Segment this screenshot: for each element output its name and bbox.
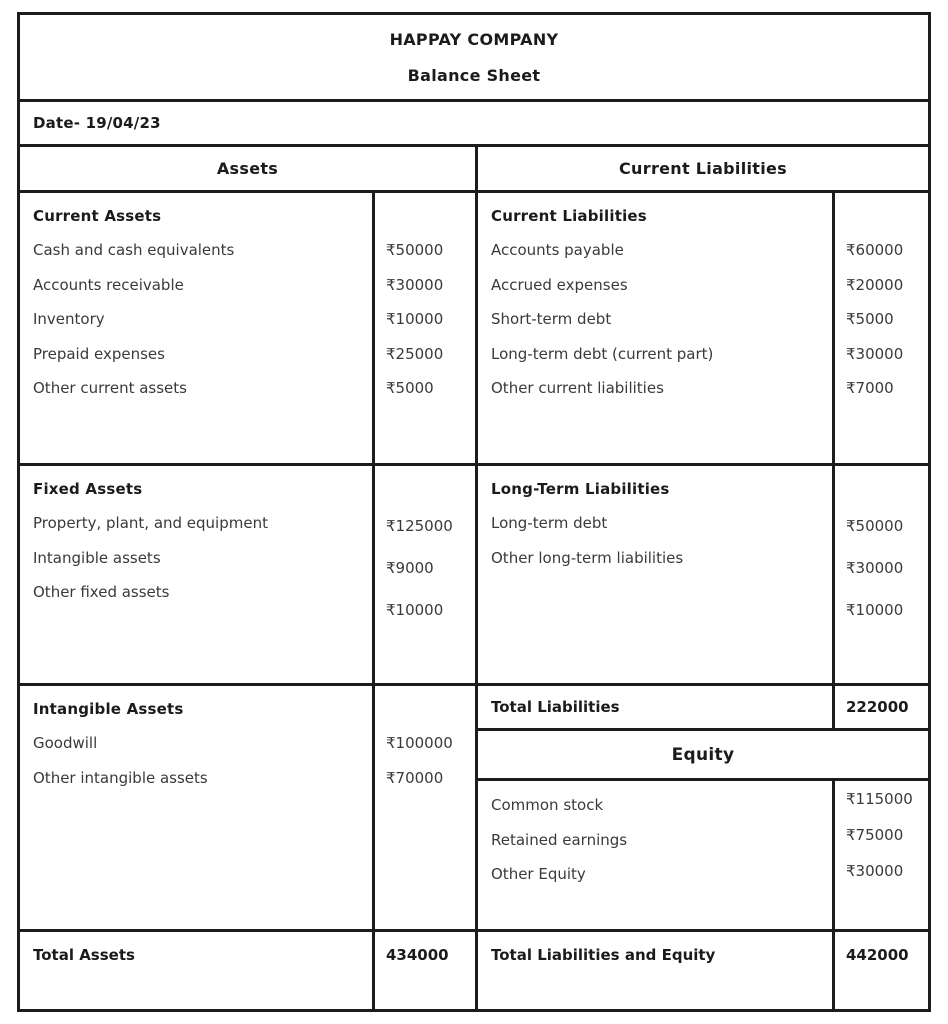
line-item-label: Other Equity bbox=[491, 865, 586, 884]
line-item-value: ₹30000 bbox=[846, 559, 904, 577]
equity-items bbox=[478, 781, 928, 929]
totals-row bbox=[20, 932, 928, 1009]
intangible-assets-heading: Intangible Assets bbox=[33, 700, 184, 718]
line-item-value: ₹30000 bbox=[846, 862, 904, 880]
current-assets-values bbox=[372, 193, 475, 463]
equity-labels bbox=[478, 788, 832, 929]
line-item-value: ₹100000 bbox=[386, 734, 453, 753]
line-item-value: ₹115000 bbox=[846, 790, 913, 808]
document-title: Balance Sheet bbox=[407, 66, 541, 85]
line-item-label: Other current assets bbox=[33, 379, 187, 398]
current-assets-labels bbox=[20, 193, 372, 463]
line-item-label: Long-term debt bbox=[491, 514, 608, 533]
line-item-value: ₹75000 bbox=[846, 826, 904, 844]
line-item-value: ₹70000 bbox=[386, 768, 444, 787]
column-headers-row bbox=[20, 147, 928, 193]
date-row bbox=[20, 102, 928, 147]
line-item-label: Long-term debt (current part) bbox=[491, 344, 714, 363]
line-item-label: Retained earnings bbox=[491, 830, 628, 849]
equity-values bbox=[832, 781, 928, 929]
line-item-label: Other fixed assets bbox=[33, 583, 170, 602]
intangible-assets-values bbox=[372, 686, 475, 929]
total-liabilities-label: Total Liabilities bbox=[491, 698, 620, 716]
line-item-label: Accounts payable bbox=[491, 241, 624, 260]
current-assets-liabilities-row bbox=[20, 193, 928, 466]
liabilities-equity-subpanel bbox=[475, 686, 928, 929]
equity-section-header: Equity bbox=[478, 731, 928, 781]
intangible-assets-equity-row bbox=[20, 686, 928, 932]
balance-sheet-table bbox=[17, 12, 931, 1012]
line-item-label: Cash and cash equivalents bbox=[33, 241, 235, 260]
line-item-value: ₹5000 bbox=[846, 310, 894, 329]
fixed-assets-values bbox=[372, 466, 475, 683]
longterm-liabilities-labels bbox=[475, 466, 832, 683]
line-item-value: ₹30000 bbox=[386, 275, 444, 294]
total-liabilities-value: 222000 bbox=[832, 686, 928, 728]
liabilities-column-header: Current Liabilities bbox=[475, 147, 928, 190]
current-assets-heading: Current Assets bbox=[33, 207, 162, 225]
longterm-liabilities-values bbox=[832, 466, 928, 683]
line-item-value: ₹25000 bbox=[386, 344, 444, 363]
line-item-label: Other current liabilities bbox=[491, 379, 664, 398]
total-assets-value: 434000 bbox=[372, 932, 475, 1009]
company-name: HAPPAY COMPANY bbox=[389, 30, 559, 49]
line-item-value: ₹30000 bbox=[846, 344, 904, 363]
current-liabilities-values bbox=[832, 193, 928, 463]
intangible-assets-labels bbox=[20, 686, 372, 929]
date-label: Date- 19/04/23 bbox=[33, 114, 161, 132]
title-row bbox=[20, 15, 928, 102]
line-item-value: ₹50000 bbox=[846, 517, 904, 535]
line-item-value: ₹20000 bbox=[846, 275, 904, 294]
line-item-label: Common stock bbox=[491, 796, 604, 815]
line-item-value: ₹10000 bbox=[386, 601, 444, 619]
fixed-assets-heading: Fixed Assets bbox=[33, 480, 143, 498]
line-item-label: Goodwill bbox=[33, 734, 98, 753]
line-item-value: ₹9000 bbox=[386, 559, 434, 577]
line-item-value: ₹10000 bbox=[386, 310, 444, 329]
line-item-label: Prepaid expenses bbox=[33, 344, 165, 363]
line-item-label: Intangible assets bbox=[33, 548, 161, 567]
total-liabilities-equity-value: 442000 bbox=[832, 932, 928, 1009]
line-item-value: ₹60000 bbox=[846, 241, 904, 260]
line-item-label: Short-term debt bbox=[491, 310, 612, 329]
line-item-value: ₹125000 bbox=[386, 517, 453, 535]
fixed-assets-labels bbox=[20, 466, 372, 683]
line-item-label: Other intangible assets bbox=[33, 768, 208, 787]
line-item-value: ₹5000 bbox=[386, 379, 434, 398]
longterm-liabilities-heading: Long-Term Liabilities bbox=[491, 480, 670, 498]
current-liabilities-heading: Current Liabilities bbox=[491, 207, 647, 225]
fixed-assets-longterm-row bbox=[20, 466, 928, 686]
line-item-value: ₹10000 bbox=[846, 601, 904, 619]
current-liabilities-labels bbox=[475, 193, 832, 463]
total-liabilities-equity-label: Total Liabilities and Equity bbox=[475, 932, 832, 1009]
line-item-label: Property, plant, and equipment bbox=[33, 514, 268, 533]
line-item-label: Accrued expenses bbox=[491, 275, 628, 294]
line-item-label: Inventory bbox=[33, 310, 105, 329]
assets-column-header: Assets bbox=[216, 159, 279, 178]
line-item-label: Other long-term liabilities bbox=[491, 548, 684, 567]
total-liabilities-row bbox=[478, 686, 928, 731]
line-item-label: Accounts receivable bbox=[33, 275, 184, 294]
total-assets-label: Total Assets bbox=[33, 946, 135, 964]
line-item-value: ₹7000 bbox=[846, 379, 894, 398]
line-item-value: ₹50000 bbox=[386, 241, 444, 260]
